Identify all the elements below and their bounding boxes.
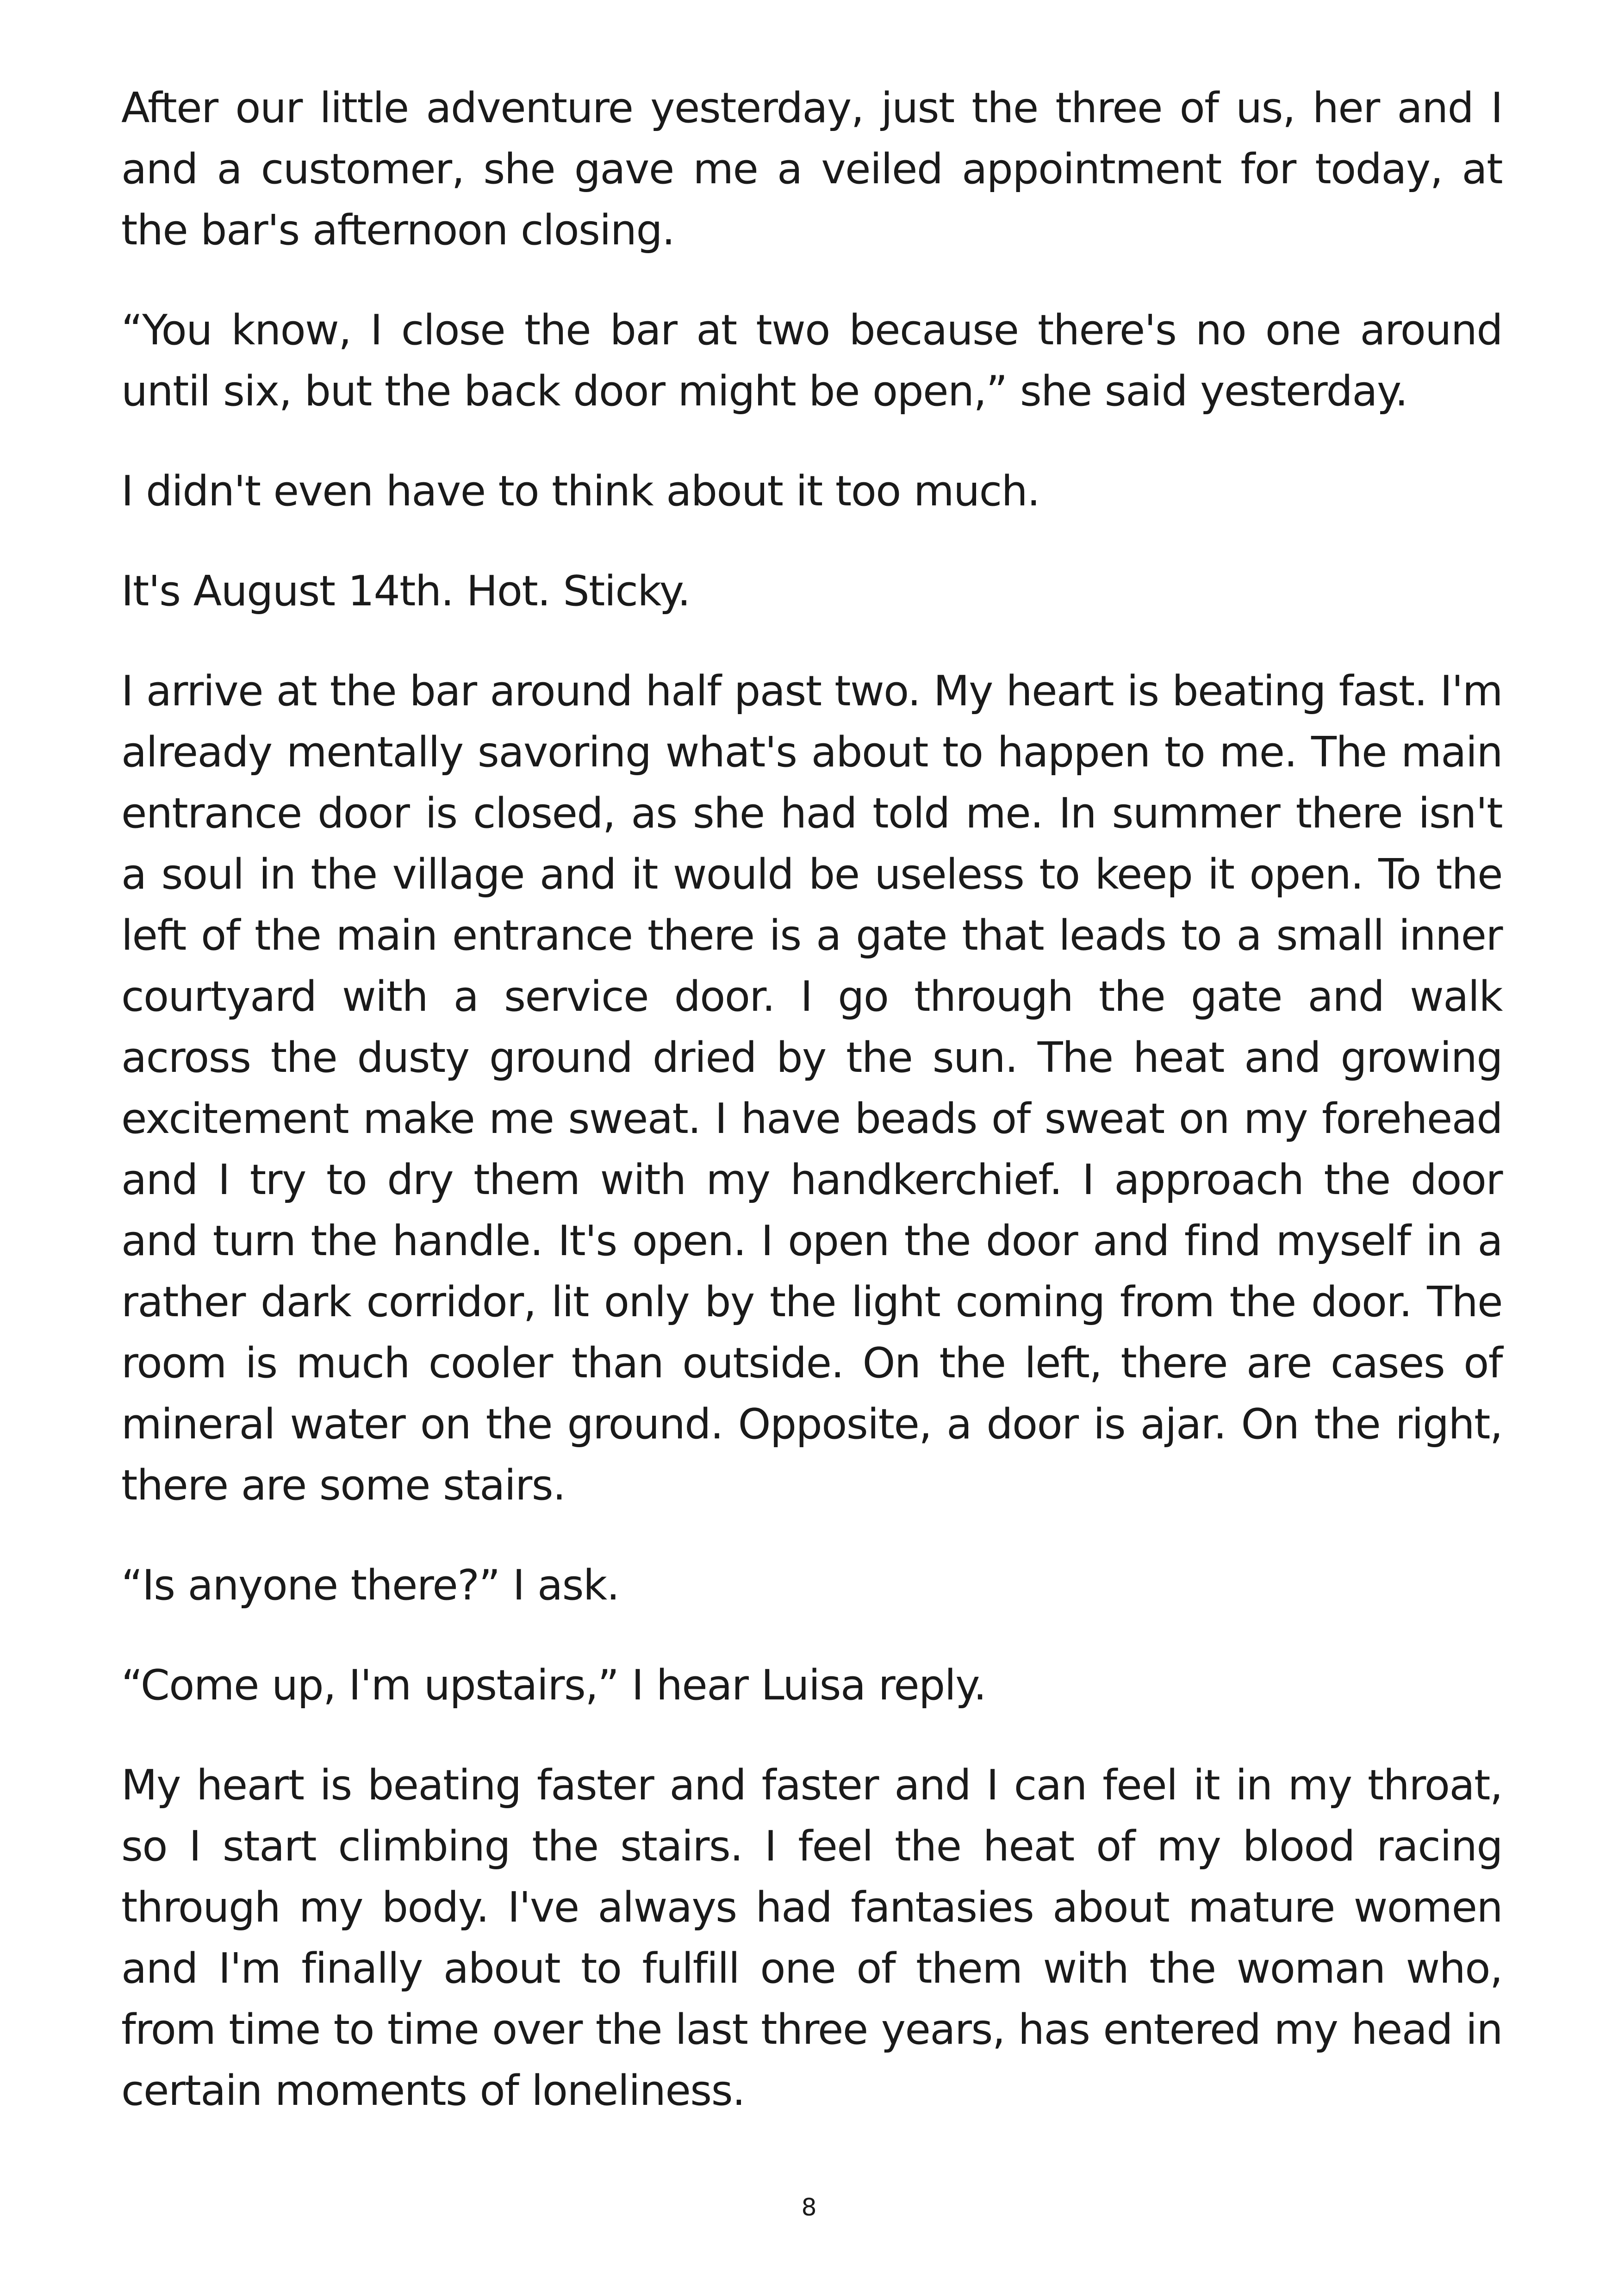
paragraph-7: “Come up, I'm upstairs,” I hear Luisa reply. bbox=[121, 1661, 986, 1710]
paragraph-2: “You know, I close the bar at two because there's no one around until six, but the back door might be open,” she said yesterday. bbox=[121, 306, 1502, 416]
body-text bbox=[121, 78, 1502, 2160]
paragraph-1: After our little adventure yesterday, just the three of us, her and I and a customer, she gave me a veiled appointment for today, at the bar's afternoon closing. bbox=[121, 84, 1502, 255]
paragraph-4: It's August 14th. Hot. Sticky. bbox=[121, 567, 690, 616]
paragraph-6: “Is anyone there?” I ask. bbox=[121, 1561, 619, 1610]
paragraph-5: I arrive at the bar around half past two. My heart is beating fast. I'm already mentally savoring what's about to happen to me. The main entrance door is closed, as she had told me. In summer there isn't a soul in the village and it would be useless to keep it open. To the left of the main entrance there is a gate that leads to a small inner courtyard with a service door. I go through the gate and walk across the dusty ground dried by the sun. The heat and growing excitement make me sweat. I have beads of sweat on my forehead and I try to dry them with my handkerchief. I approach the door and turn the handle. It's open. I open the door and find myself in a rather dark corridor, lit only by the light coming from the door. The room is much cooler than outside. On the left, there are cases of mineral water on the ground. Opposite, a door is ajar. On the right, there are some stairs. bbox=[121, 667, 1502, 1510]
paragraph-3: I didn't even have to think about it too much. bbox=[121, 467, 1040, 516]
page-number: 8 bbox=[801, 2194, 817, 2221]
paragraph-8: My heart is beating faster and faster and I can feel it in my throat, so I start climbing the stairs. I feel the heat of my blood racing through my body. I've always had fantasies about mature women and I'm finally about to fulfill one of them with the woman who, from time to time over the last three years, has entered my head in certain moments of loneliness. bbox=[121, 1761, 1502, 2115]
